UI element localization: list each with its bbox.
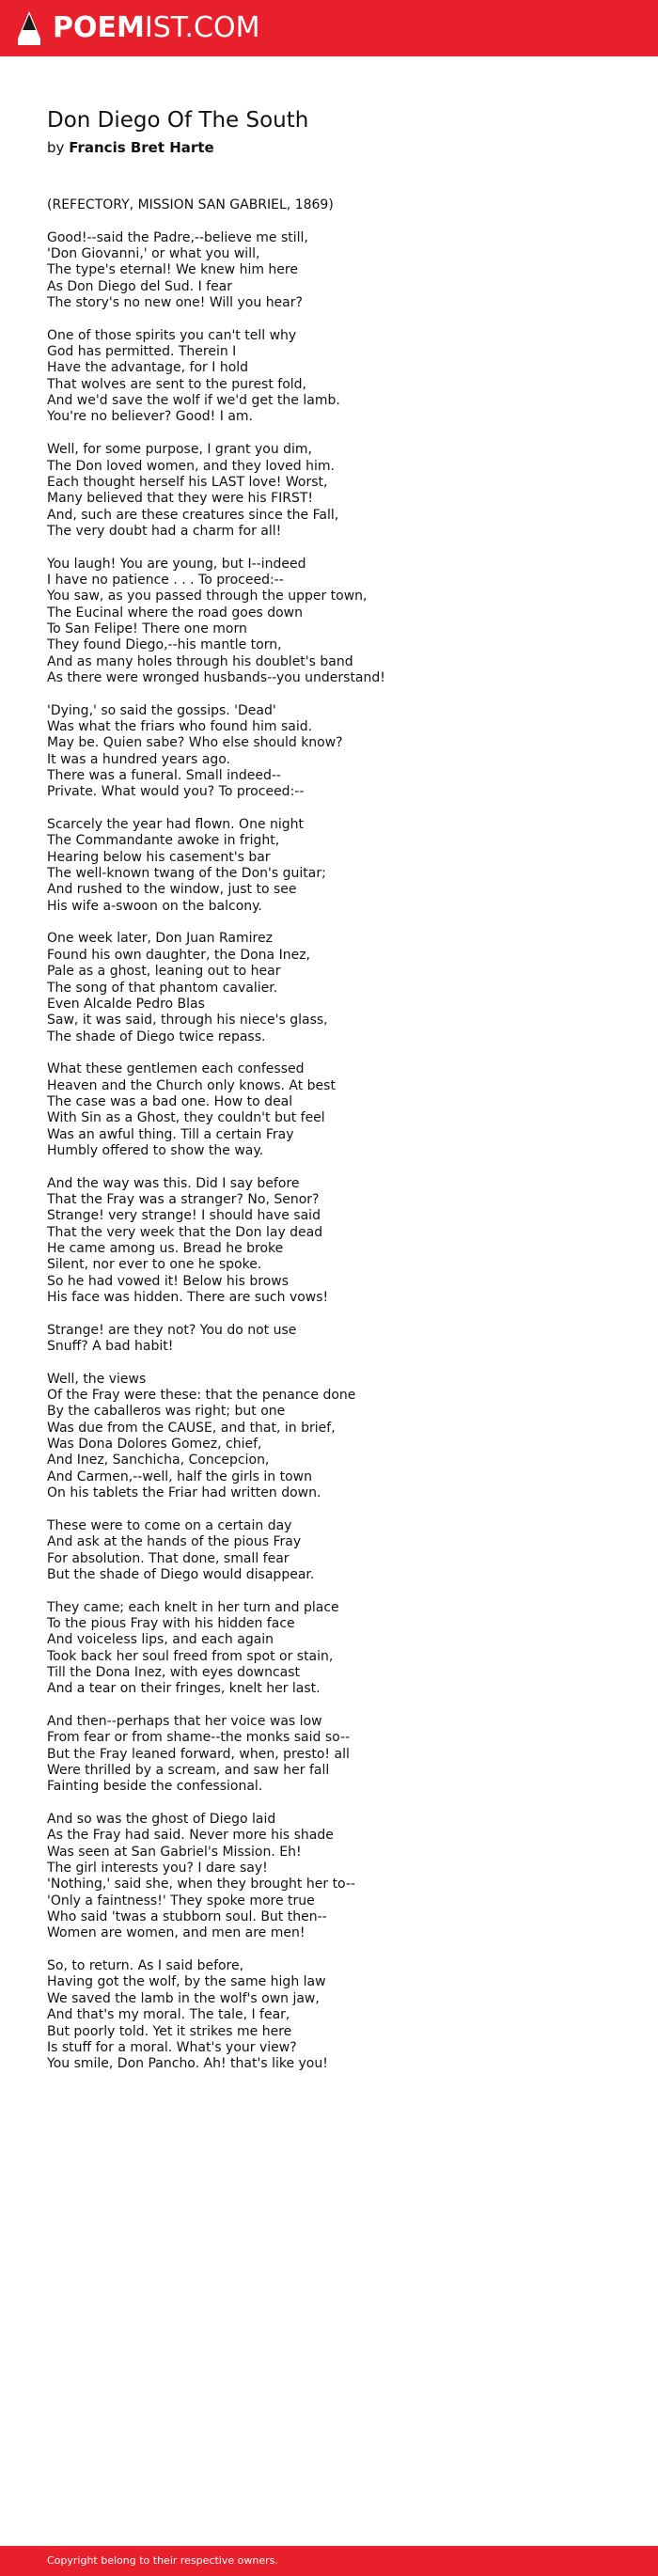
- stanza-break: [47, 540, 630, 556]
- poem-line: As the Fray had said. Never more his shade: [47, 1828, 334, 1844]
- poem-line: Humbly offered to show the way.: [47, 1142, 264, 1158]
- poem-line: The case was a bad one. How to deal: [47, 1093, 293, 1109]
- poem-line: That the Fray was a stranger? No, Senor?: [47, 1191, 320, 1207]
- poem-line: The story's no new one! Will you hear?: [47, 295, 303, 311]
- poem-line: Even Alcalde Pedro Blas: [47, 996, 205, 1012]
- poem-line: Many believed that they were his FIRST!: [47, 491, 314, 507]
- poem-line: You smile, Don Pancho. Ah! that's like you!: [47, 2056, 328, 2072]
- site-header: [0, 0, 658, 56]
- stanza-break: [47, 1159, 630, 1175]
- poem-line: On his tablets the Friar had written down.: [47, 1485, 321, 1501]
- by-label: by: [47, 139, 65, 156]
- logo-light-text: IST.COM: [144, 11, 260, 44]
- stanza-break: [47, 426, 630, 442]
- poem-line: These were to come on a certain day: [47, 1517, 292, 1533]
- poem-line: Hearing below his casement's bar: [47, 849, 271, 865]
- poem-line: Good!--said the Padre,--believe me still,: [47, 229, 308, 245]
- poem-line: The girl interests you? I dare say!: [47, 1861, 268, 1877]
- logo-bold-text: POEM: [53, 11, 145, 44]
- poem-line: And Carmen,--well, half the girls in town: [47, 1469, 312, 1484]
- poem-line: The song of that phantom cavalier.: [47, 980, 278, 996]
- poem-line: Silent, nor ever to one he spoke.: [47, 1257, 262, 1273]
- poem-line: Is stuff for a moral. What's your view?: [47, 2039, 297, 2055]
- poem-line: The type's eternal! We knew him here: [47, 262, 298, 278]
- byline: [47, 139, 214, 156]
- poem-line: 'Nothing,' said she, when they brought her to--: [47, 1877, 355, 1893]
- poem-line: Till the Dona Inez, with eyes downcast: [47, 1664, 301, 1680]
- poem-line: Was an awful thing. Till a certain Fray: [47, 1126, 294, 1142]
- poem-line: To the pious Fray with his hidden face: [47, 1615, 295, 1631]
- poem-line: They came; each knelt in her turn and place: [47, 1599, 339, 1615]
- poem-line: His wife a-swoon on the balcony.: [47, 898, 262, 914]
- poem-line: Well, the views: [47, 1371, 147, 1387]
- poem-line: And ask at the hands of the pious Fray: [47, 1534, 302, 1550]
- poem-line: And then--perhaps that her voice was low: [47, 1713, 322, 1729]
- poem-line: And so was the ghost of Diego laid: [47, 1812, 276, 1828]
- stanza-break: [47, 801, 630, 817]
- poem-line: With Sin as a Ghost, they couldn't but feel: [47, 1110, 325, 1126]
- poem-line: But the shade of Diego would disappear.: [47, 1566, 315, 1582]
- stanza-break: [47, 213, 630, 229]
- poem-line: Well, for some purpose, I grant you dim,: [47, 442, 313, 458]
- poem-line: Of the Fray were these: that the penance done: [47, 1388, 356, 1404]
- poem-line: Heaven and the Church only knows. At best: [47, 1077, 336, 1093]
- poem-line: And voiceless lips, and each again: [47, 1632, 274, 1648]
- poem-line: He came among us. Bread he broke: [47, 1241, 284, 1256]
- poem-line: And as many holes through his doublet's band: [47, 653, 353, 669]
- poem-line: They found Diego,--his mantle torn,: [47, 637, 282, 653]
- stanza-break: [47, 1698, 630, 1714]
- poem-line: I have no patience . . . To proceed:--: [47, 572, 284, 588]
- poem-title: Don Diego Of The South: [47, 108, 309, 133]
- site-logo[interactable]: [17, 9, 259, 47]
- poem-line: 'Don Giovanni,' or what you will,: [47, 246, 260, 262]
- poem-line: Having got the wolf, by the same high law: [47, 1974, 326, 1990]
- poem-line: Took back her soul freed from spot or stain,: [47, 1648, 334, 1664]
- poem-line: The Commandante awoke in fright,: [47, 833, 280, 849]
- poem-line: As Don Diego del Sud. I fear: [47, 278, 233, 294]
- pencil-icon: [17, 10, 41, 46]
- poem-line: One week later, Don Juan Ramirez: [47, 931, 273, 947]
- poem-line: But the Fray leaned forward, when, presto! all: [47, 1746, 350, 1762]
- stanza-break: [47, 1306, 630, 1322]
- poem-line: God has permitted. Therein I: [47, 344, 237, 360]
- poem-line: Each thought herself his LAST love! Worst,: [47, 474, 328, 490]
- stanza-break: [47, 311, 630, 327]
- author-link[interactable]: Francis Bret Harte: [69, 139, 214, 156]
- stanza-break: [47, 1942, 630, 1958]
- poem-line: It was a hundred years ago.: [47, 751, 230, 767]
- poem-line: We saved the lamb in the wolf's own jaw,: [47, 1990, 320, 2006]
- poem-line: To San Felipe! There one morn: [47, 620, 247, 636]
- poem-line: But poorly told. Yet it strikes me here: [47, 2023, 292, 2039]
- poem-line: Strange! are they not? You do not use: [47, 1322, 297, 1338]
- poem-line: (REFECTORY, MISSION SAN GABRIEL, 1869): [47, 197, 334, 212]
- stanza-break: [47, 686, 630, 702]
- poem-line: And, such are these creatures since the Fall,: [47, 507, 339, 523]
- poem-line: The shade of Diego twice repass.: [47, 1029, 266, 1045]
- poem-line: And we'd save the wolf if we'd get the lamb.: [47, 393, 340, 409]
- copyright-text: Copyright belong to their respective owners.: [47, 2554, 278, 2567]
- poem-line: You're no believer? Good! I am.: [47, 409, 253, 425]
- poem-line: Strange! very strange! I should have said: [47, 1208, 321, 1224]
- poem-line: One of those spirits you can't tell why: [47, 327, 297, 343]
- poem-line: That wolves are sent to the purest fold,: [47, 376, 307, 392]
- stanza-break: [47, 1502, 630, 1518]
- poem-line: Saw, it was said, through his niece's glass,: [47, 1013, 328, 1029]
- poem-line: Have the advantage, for I hold: [47, 360, 249, 376]
- poem-line: What these gentlemen each confessed: [47, 1061, 305, 1077]
- poem-line: There was a funeral. Small indeed--: [47, 768, 281, 784]
- poem-line: The Don loved women, and they loved him.: [47, 458, 335, 474]
- poem-line: So he had vowed it! Below his brows: [47, 1273, 290, 1289]
- poem-line: Was due from the CAUSE, and that, in brief,: [47, 1420, 336, 1436]
- stanza-break: [47, 1583, 630, 1599]
- poem-line: His face was hidden. There are such vows!: [47, 1290, 329, 1306]
- poem-line: Was seen at San Gabriel's Mission. Eh!: [47, 1844, 302, 1860]
- poem-line: And Inez, Sanchicha, Concepcion,: [47, 1453, 270, 1469]
- site-footer: [0, 2546, 658, 2576]
- poem-line: You saw, as you passed through the upper town,: [47, 589, 368, 605]
- poem-line: Was Dona Dolores Gomez, chief,: [47, 1437, 262, 1453]
- poem-line: That the very week that the Don lay dead: [47, 1224, 323, 1240]
- poem-line: The very doubt had a charm for all!: [47, 523, 282, 539]
- stanza-break: [47, 915, 630, 931]
- poem-line: Scarcely the year had flown. One night: [47, 817, 305, 833]
- stanza-break: [47, 1796, 630, 1812]
- poem-line: So, to return. As I said before,: [47, 1958, 244, 1974]
- poem-line: You laugh! You are young, but I--indeed: [47, 556, 306, 572]
- site-logo-text: [53, 9, 259, 47]
- stanza-break: [47, 1045, 630, 1061]
- poem-line: The well-known twang of the Don's guitar;: [47, 866, 326, 882]
- poem-line: Fainting beside the confessional.: [47, 1779, 263, 1795]
- stanza-break: [47, 1355, 630, 1371]
- poem-line: From fear or from shame--the monks said so--: [47, 1730, 351, 1746]
- poem-line: Who said 'twas a stubborn soul. But then--: [47, 1909, 327, 1925]
- poem-line: Private. What would you? To proceed:--: [47, 784, 305, 800]
- poem-line: Women are women, and men are men!: [47, 1925, 306, 1941]
- poem-line: As there were wronged husbands--you understand!: [47, 669, 385, 685]
- poem-body: [47, 197, 630, 2073]
- poem-line: The Eucinal where the road goes down: [47, 605, 303, 620]
- poem-line: And the way was this. Did I say before: [47, 1175, 300, 1191]
- poem-line: Pale as a ghost, leaning out to hear: [47, 964, 281, 980]
- poem-line: By the caballeros was right; but one: [47, 1404, 286, 1420]
- poem-line: And that's my moral. The tale, I fear,: [47, 2007, 290, 2023]
- poem-line: Snuff? A bad habit!: [47, 1339, 174, 1355]
- poem-line: May be. Quien sabe? Who else should know?: [47, 735, 343, 751]
- poem-line: 'Dying,' so said the gossips. 'Dead': [47, 702, 276, 718]
- poem-line: Were thrilled by a scream, and saw her fall: [47, 1763, 330, 1778]
- poem-line: And rushed to the window, just to see: [47, 882, 297, 898]
- poem-line: And a tear on their fringes, knelt her last.: [47, 1681, 321, 1697]
- poem-line: Found his own daughter, the Dona Inez,: [47, 947, 310, 963]
- poem-line: 'Only a faintness!' They spoke more true: [47, 1893, 315, 1908]
- poem-line: For absolution. That done, small fear: [47, 1550, 290, 1566]
- poem-line: Was what the friars who found him said.: [47, 719, 313, 734]
